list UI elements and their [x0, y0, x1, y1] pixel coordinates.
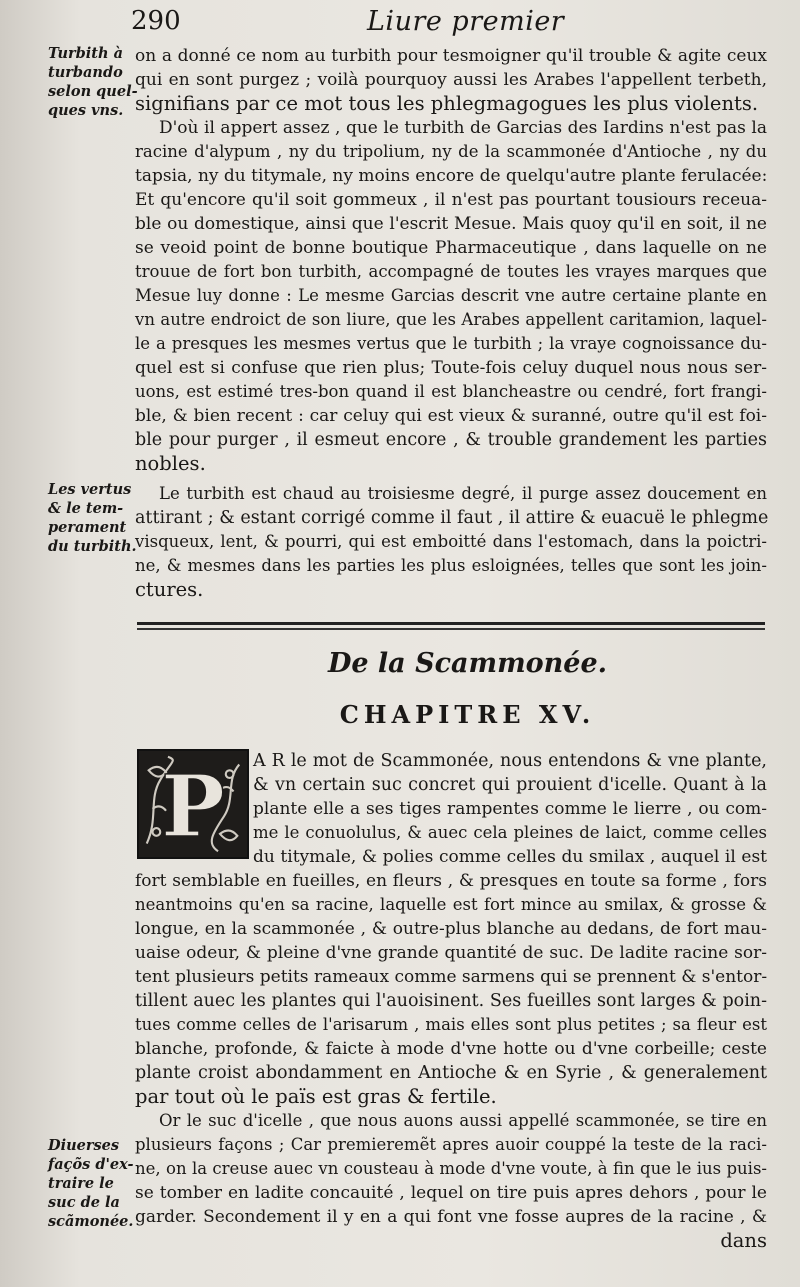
text-line: ble pour purger , il esmeut encore , & trouble grandement les parties	[135, 430, 767, 450]
text-line: trouue de fort bon turbith, accompagné de toutes les vrayes marques que	[135, 262, 767, 281]
margin-note-line: ques vns.	[48, 102, 124, 119]
body-text-chapter-indented	[135, 749, 767, 1253]
text-line: on a donné ce nom au turbith pour tesmoigner qu'il trouble & agite ceux	[135, 46, 767, 66]
text-line: me le conuolulus, & auec cela pleines de laict, comme celles	[253, 823, 767, 842]
margin-note-line: Les vertus	[48, 481, 132, 498]
text-line: Mesue luy donne : Le mesme Garcias descrit vne autre certaine plante en	[135, 286, 767, 305]
text-line: plante croist abondamment en Antioche & en Syrie , & generalement	[135, 1063, 767, 1083]
margin-note-line: traire le	[48, 1175, 114, 1192]
text-line: plusieurs façons ; Car premieremẽt apres auoir couppé la teste de la raci-	[135, 1135, 767, 1154]
text-line: par tout où le païs est gras & fertile.	[135, 1085, 497, 1108]
text-line: ble ou domestique, ainsi que l'escrit Mesue. Mais quoy qu'il en soit, il ne	[135, 214, 767, 234]
running-head: Liure premier	[367, 6, 565, 37]
text-line: garder. Secondement il y en a qui font vne fosse aupres de la racine , &	[135, 1207, 767, 1227]
text-line: tapsia, ny du titymale, ny moins encore de quelqu'autre plante ferulacée:	[135, 166, 768, 186]
text-line: nobles.	[135, 452, 206, 475]
text-line: uaise odeur, & pleine d'vne grande quantité de suc. De ladite racine sor-	[135, 943, 767, 963]
text-line: attirant ; & estant corrigé comme il faut , il attire & euacuë le phlegme	[135, 508, 769, 528]
body-text-top	[135, 44, 767, 476]
margin-note-line: façõs d'ex-	[48, 1156, 134, 1173]
text-line: vn autre endroict de son liure, que les Arabes appellent caritamion, laquel-	[135, 310, 767, 329]
text-line: quel est si confuse que rien plus; Toute-fois celuy duquel nous nous ser-	[135, 358, 767, 378]
margin-note-line: perament	[48, 519, 127, 536]
text-line: le a presques les mesmes vertus que le turbith ; la vraye cognoissance du-	[135, 334, 767, 353]
text-line: neantmoins qu'en sa racine, laquelle est fort mince au smilax, & grosse &	[135, 895, 767, 914]
text-line: A R le mot de Scammonée, nous entendons & vne plante,	[253, 751, 767, 771]
margin-note-turbith	[48, 44, 138, 120]
text-line: visqueux, lent, & pourri, qui est emboitté dans l'estomach, dans la poictri-	[135, 532, 767, 551]
text-line: tent plusieurs petits rameaux comme sarmens qui se prennent & s'entor-	[135, 967, 768, 987]
catchword: dans	[720, 1229, 767, 1252]
body-text-virtues	[135, 482, 767, 602]
text-line: ctures.	[135, 578, 204, 601]
text-line: blanche, profonde, & faicte à mode d'vne hotte ou d'vne corbeille; ceste	[135, 1039, 767, 1059]
text-line: signifians par ce mot tous les phlegmagogues les plus violents.	[135, 92, 759, 115]
text-line: Et qu'encore qu'il soit gommeux , il n'est pas pourtant tousiours receua-	[135, 190, 767, 210]
text-line: ne, on la creuse auec vn cousteau à mode d'vne voute, à fin que le ius puis-	[135, 1159, 767, 1178]
text-line: plante elle a ses tiges rampentes comme le lierre , ou com-	[253, 799, 767, 819]
section-rule-top	[137, 622, 765, 625]
margin-note-line: turbando	[48, 64, 123, 81]
text-line: du titymale, & polies comme celles du smilax , auquel il est	[253, 847, 767, 867]
text-line: ne, & mesmes dans les parties les plus esloignées, telles que sont les join-	[135, 556, 767, 575]
margin-note-line: selon quel-	[48, 83, 138, 100]
text-line: D'où il appert assez , que le turbith de Garcias des Iardins n'est pas la	[159, 118, 767, 138]
margin-note-line: & le tem-	[48, 500, 124, 517]
text-line: se veoid point de bonne boutique Pharmaceutique , dans laquelle on ne	[135, 238, 767, 258]
text-line: Or le suc d'icelle , que nous auons aussi appellé scammonée, se tire en	[159, 1111, 767, 1130]
section-rule-bottom	[137, 628, 765, 630]
margin-note-line: scãmonée.	[48, 1213, 134, 1230]
text-line: se tomber en ladite concauité , lequel on tire puis apres dehors , pour le	[135, 1183, 767, 1203]
text-line: longue, en la scammonée , & outre-plus blanche au dedans, de fort mau-	[135, 919, 767, 939]
text-line: & vn certain suc concret qui prouient d'icelle. Quant à la	[253, 775, 767, 795]
text-line: qui en sont purgez ; voilà pourquoy aussi les Arabes l'appellent terbeth,	[135, 70, 767, 90]
text-line: tues comme celles de l'arisarum , mais elles sont plus petites ; sa fleur est	[135, 1015, 767, 1034]
margin-note-virtues	[48, 480, 137, 556]
text-line: Le turbith est chaud au troisiesme degré, il purge assez doucement en	[159, 484, 767, 503]
text-line: uons, est estimé tres-bon quand il est blancheastre ou cendré, fort frangi-	[135, 382, 767, 401]
text-line: racine d'alypum , ny du tripolium, ny de la scammonée d'Antioche , ny du	[135, 142, 767, 161]
chapter-heading: CHAPITRE XV.	[339, 700, 596, 729]
margin-note-line: Diuerses	[48, 1137, 120, 1154]
page-number: 290	[131, 6, 181, 36]
margin-note-extraction	[48, 1136, 132, 1231]
text-line: fort semblable en fueilles, en fleurs , & presques en toute sa forme , fors	[135, 871, 767, 891]
drop-cap-letter: P	[161, 755, 225, 856]
margin-note-line: du turbith.	[48, 538, 137, 555]
page-header	[0, 6, 800, 38]
margin-note-line: suc de la	[48, 1194, 120, 1211]
text-line: ble, & bien recent : car celuy qui est vieux & suranné, outre qu'il est foi-	[135, 406, 767, 426]
text-line: tillent auec les plantes qui l'auoisinent. Ses fueilles sont larges & poin-	[135, 991, 767, 1011]
margin-note-line: Turbith à	[48, 45, 123, 62]
section-title: De la Scammonée.	[327, 648, 608, 679]
